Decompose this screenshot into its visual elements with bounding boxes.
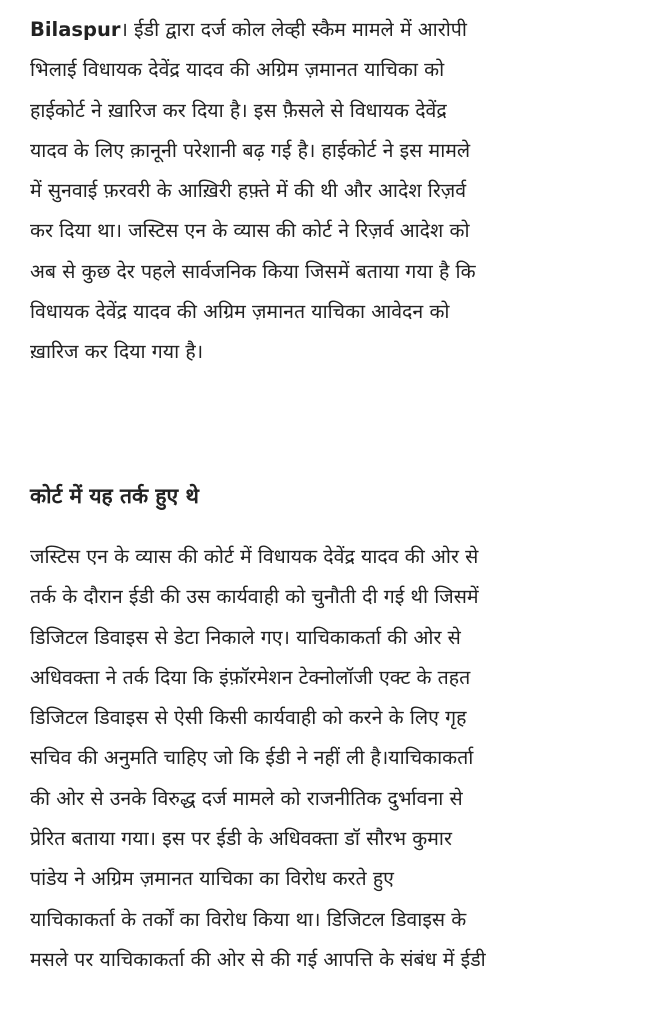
- paragraph-line: कर दिया था। जस्टिस एन के व्यास की कोर्ट ने रिज़र्व आदेश को: [30, 219, 470, 243]
- paragraph-line: पांडेय ने अग्रिम ज़मानत याचिका का विरोध करते हुए: [30, 867, 394, 891]
- dateline: Bilaspur: [30, 18, 121, 41]
- paragraph-line: [30, 10, 476, 50]
- paragraph-line: प्रेरित बताया गया। इस पर ईडी के अधिवक्ता डॉ सौरभ कुमार: [30, 827, 452, 851]
- paragraph-line: यादव के लिए क़ानूनी परेशानी बढ़ गई है। हाईकोर्ट ने इस मामले: [30, 138, 471, 162]
- paragraph-line: ख़ारिज कर दिया गया है।: [30, 340, 204, 364]
- paragraph-line: डिजिटल डिवाइस से डेटा निकाले गए। याचिकाकर्ता की ओर से: [30, 625, 461, 649]
- paragraph-line: में सुनवाई फ़रवरी के आख़िरी हफ़्ते में की थी और आदेश रिज़र्व: [30, 179, 467, 203]
- paragraph-line: मसले पर याचिकाकर्ता की ओर से की गई आपत्ति के संबंध में ईडी: [30, 947, 486, 971]
- paragraph-line: विधायक देवेंद्र यादव की अग्रिम ज़मानत याचिका आवेदन को: [30, 300, 450, 324]
- paragraph-line: हाईकोर्ट ने ख़ारिज कर दिया है। इस फ़ैसले से विधायक देवेंद्र: [30, 98, 447, 122]
- paragraph-line: अधिवक्ता ने तर्क दिया कि इंफ़ॉरमेशन टेक्नोलॉजी एक्ट के तहत: [30, 665, 471, 689]
- arguments-paragraph: [30, 537, 486, 980]
- paragraph-line: भिलाई विधायक देवेंद्र यादव की अग्रिम ज़मानत याचिका को: [30, 58, 445, 82]
- intro-paragraph: [30, 10, 476, 373]
- paragraph-line: अब से कुछ देर पहले सार्वजनिक किया जिसमें बताया गया है कि: [30, 259, 476, 283]
- paragraph-line: डिजिटल डिवाइस से ऐसी किसी कार्यवाही को करने के लिए गृह: [30, 706, 467, 730]
- paragraph-line: तर्क के दौरान ईडी की उस कार्यवाही को चुनौती दी गई थी जिसमें: [30, 585, 479, 609]
- paragraph-line: याचिकाकर्ता के तर्कों का विरोध किया था। डिजिटल डिवाइस के: [30, 907, 467, 931]
- paragraph-line-text: । ईडी द्वारा दर्ज कोल लेव्ही स्कैम मामले में आरोपी: [120, 18, 467, 41]
- paragraph-line: जस्टिस एन के व्यास की कोर्ट में विधायक देवेंद्र यादव की ओर से: [30, 545, 479, 568]
- section-heading: कोर्ट में यह तर्क हुए थे: [30, 484, 199, 508]
- paragraph-line: की ओर से उनके विरुद्ध दर्ज मामले को राजनीतिक दुर्भावना से: [30, 786, 463, 810]
- paragraph-line: सचिव की अनुमति चाहिए जो कि ईडी ने नहीं ली है।याचिकाकर्ता: [30, 746, 474, 770]
